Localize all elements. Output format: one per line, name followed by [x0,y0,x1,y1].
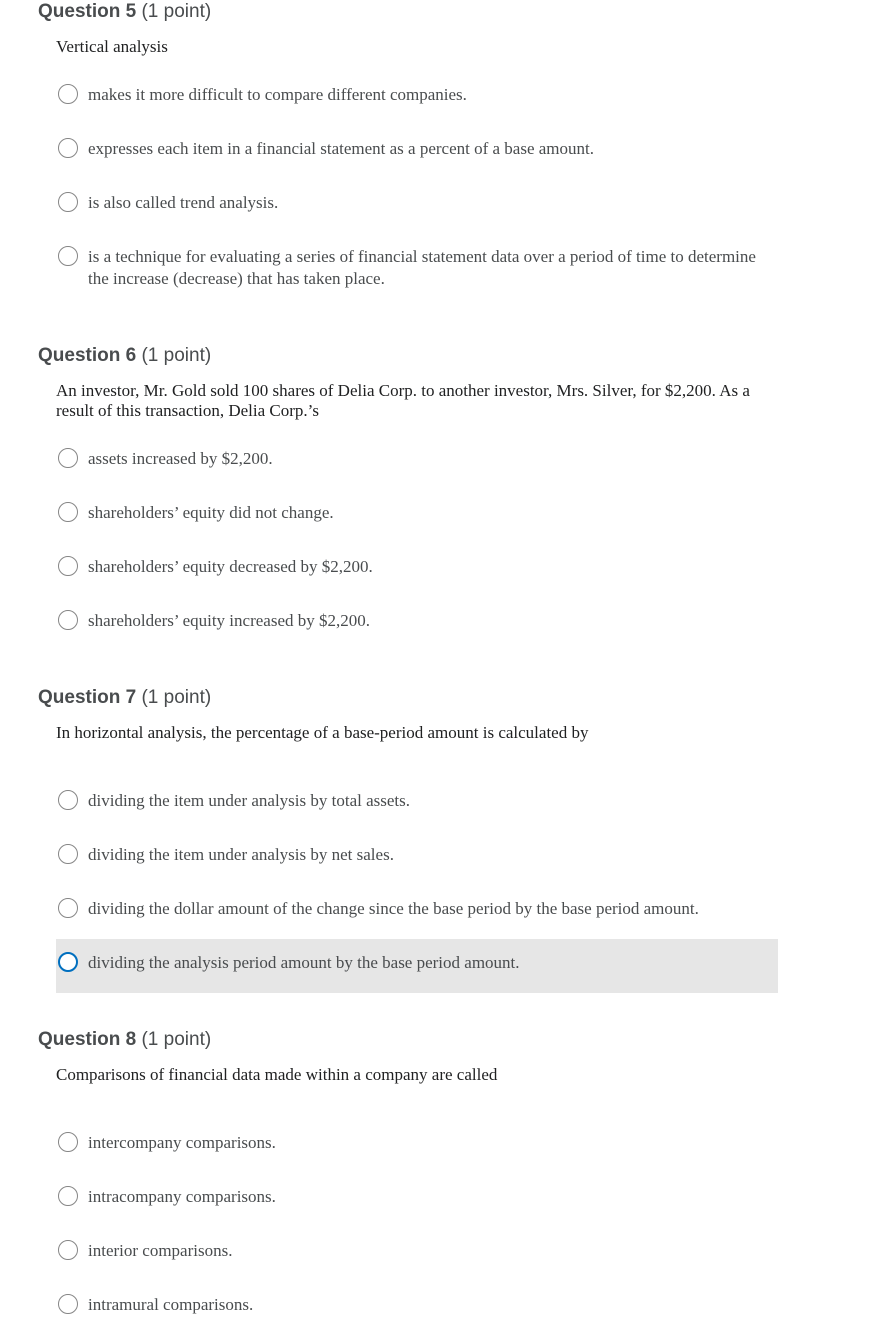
option-label[interactable]: shareholders’ equity increased by $2,200. [88,611,370,630]
answer-option[interactable] [56,1184,778,1212]
answer-option[interactable] [56,608,778,636]
question-points: (1 point) [141,687,212,708]
answer-option[interactable] [56,842,778,870]
option-label[interactable]: assets increased by $2,200. [88,449,273,468]
question-title: Question 7 [38,687,137,708]
radio-button[interactable] [58,1240,78,1260]
question-header [38,344,211,368]
question-points: (1 point) [141,1,212,22]
option-label[interactable]: dividing the item under analysis by total assets. [88,791,411,810]
radio-button[interactable] [58,610,78,630]
option-label[interactable]: interior comparisons. [88,1241,233,1260]
answer-option[interactable] [56,896,778,924]
radio-button[interactable] [58,844,78,864]
answer-option[interactable] [56,1238,778,1266]
radio-button[interactable] [58,790,78,810]
question-prompt: In horizontal analysis, the percentage of a base-period amount is calculated by [56,723,589,742]
option-label[interactable]: expresses each item in a financial statement as a percent of a base amount. [88,139,595,158]
radio-button[interactable] [58,192,78,212]
answer-option[interactable] [56,788,778,816]
answer-option[interactable] [56,446,778,474]
option-label[interactable]: dividing the item under analysis by net sales. [88,845,394,864]
radio-button[interactable] [58,1294,78,1314]
radio-button[interactable] [58,898,78,918]
radio-button[interactable] [58,556,78,576]
question-points: (1 point) [141,1029,212,1050]
answer-option[interactable] [56,244,778,294]
radio-button[interactable] [58,138,78,158]
question-title: Question 6 [38,345,137,366]
option-label[interactable]: dividing the dollar amount of the change since the base period by the base period amount. [88,899,699,918]
answer-option-hovered[interactable] [56,939,778,993]
radio-button[interactable] [58,448,78,468]
option-label[interactable]: dividing the analysis period amount by the base period amount. [88,953,520,972]
answer-option[interactable] [56,554,778,582]
option-label[interactable]: makes it more difficult to compare different companies. [88,85,467,104]
answer-option[interactable] [56,1130,778,1158]
question-header [38,686,211,710]
question-prompt: Comparisons of financial data made within a company are called [56,1065,498,1084]
answer-option[interactable] [56,500,778,528]
option-label[interactable]: is also called trend analysis. [88,193,279,212]
question-prompt: An investor, Mr. Gold sold 100 shares of Delia Corp. to another investor, Mrs. Silver, for $2,200. As a result of this transaction, Delia Corp.’s [56,381,750,420]
radio-button[interactable] [58,502,78,522]
radio-button[interactable] [58,1132,78,1152]
question-prompt: Vertical analysis [56,37,168,56]
question-title: Question 5 [38,1,137,22]
question-points: (1 point) [141,345,212,366]
option-label[interactable]: intercompany comparisons. [88,1133,276,1152]
option-label[interactable]: intramural comparisons. [88,1295,254,1314]
answer-option[interactable] [56,82,778,110]
radio-button[interactable] [58,952,78,972]
answer-option[interactable] [56,136,778,164]
answer-option[interactable] [56,190,778,218]
radio-button[interactable] [58,84,78,104]
question-title: Question 8 [38,1029,137,1050]
option-label[interactable]: shareholders’ equity did not change. [88,503,334,522]
radio-button[interactable] [58,1186,78,1206]
answer-option[interactable] [56,1292,778,1320]
option-label[interactable]: is a technique for evaluating a series of financial statement data over a period of time to determine the increase (decrease) that has taken place. [88,247,756,288]
question-header [38,1028,211,1052]
option-label[interactable]: intracompany comparisons. [88,1187,276,1206]
option-label[interactable]: shareholders’ equity decreased by $2,200. [88,557,373,576]
question-header [38,0,211,24]
radio-button[interactable] [58,246,78,266]
